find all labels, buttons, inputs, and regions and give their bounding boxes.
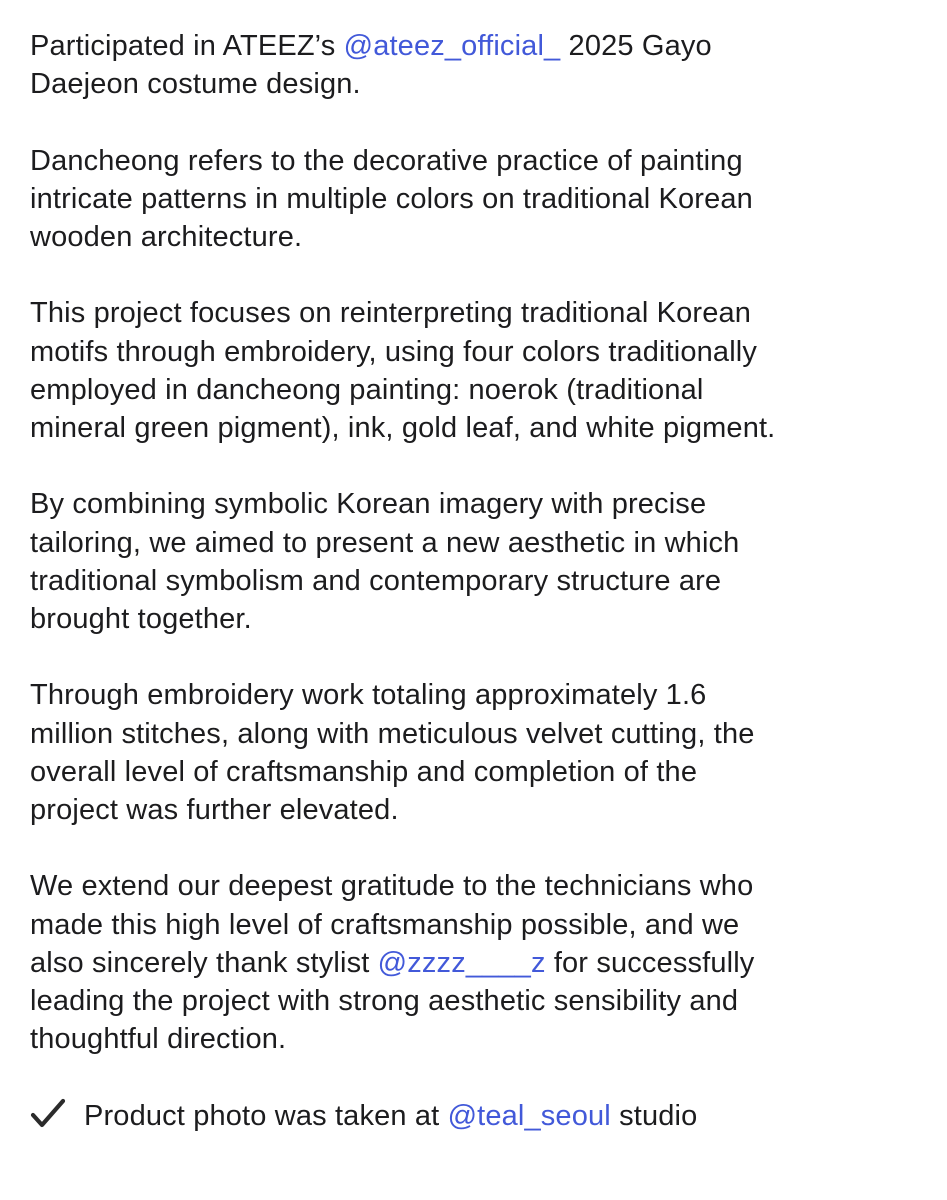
text-line <box>30 27 930 65</box>
mention-link-teal-seoul[interactable]: @teal_seoul <box>447 1099 611 1132</box>
text-line: million stitches, along with meticulous velvet cutting, the <box>30 717 755 750</box>
text-line: We extend our deepest gratitude to the technicians who <box>30 870 754 903</box>
text-line: motifs through embroidery, using four colors traditionally <box>30 335 758 368</box>
paragraph-gratitude <box>30 867 930 1058</box>
text-segment: Participated in ATEEZ’s <box>30 30 344 62</box>
paragraph-photo-credit <box>30 1097 930 1135</box>
text-line: wooden architecture. <box>30 221 303 253</box>
check-mark-icon <box>30 1098 66 1128</box>
text-line: employed in dancheong painting: noerok (traditional <box>30 373 704 406</box>
text-line: brought together. <box>30 603 252 635</box>
text-line: Dancheong refers to the decorative practice of painting <box>30 144 743 177</box>
text-segment: for successfully <box>545 946 755 979</box>
paragraph-project-focus <box>30 294 930 447</box>
text-segment: Product photo was taken at <box>84 1099 448 1132</box>
text-line: traditional symbolism and contemporary structure are <box>30 564 722 597</box>
text-line: Through embroidery work totaling approximately 1.6 <box>30 679 707 712</box>
paragraph-craftsmanship <box>30 676 930 829</box>
text-line: mineral green pigment), ink, gold leaf, and white pigment. <box>30 412 776 444</box>
text-line: By combining symbolic Korean imagery with precise <box>30 488 707 521</box>
text-segment: studio <box>610 1099 698 1132</box>
text-line <box>30 944 930 982</box>
text-line: overall level of craftsmanship and completion of the <box>30 755 698 788</box>
text-line: thoughtful direction. <box>30 1023 287 1056</box>
text-line: intricate patterns in multiple colors on traditional Korean <box>30 182 753 215</box>
paragraph-aesthetic <box>30 485 930 638</box>
paragraph-intro <box>30 27 930 103</box>
text-line <box>30 1097 930 1135</box>
paragraph-dancheong <box>30 142 930 257</box>
text-line: Daejeon costume design. <box>30 68 361 101</box>
text-line: This project focuses on reinterpreting traditional Korean <box>30 297 752 330</box>
text-line: project was further elevated. <box>30 794 399 826</box>
text-line: made this high level of craftsmanship possible, and we <box>30 908 740 941</box>
mention-link-stylist[interactable]: @zzzz____z <box>377 946 546 979</box>
text-line: leading the project with strong aesthetic sensibility and <box>30 985 739 1017</box>
text-segment: 2025 Gayo <box>560 30 712 62</box>
text-segment: also sincerely thank stylist <box>30 946 378 979</box>
text-line: tailoring, we aimed to present a new aesthetic in which <box>30 526 740 559</box>
mention-link-ateez-official[interactable]: @ateez_official_ <box>343 30 561 62</box>
note-body <box>30 27 930 1173</box>
